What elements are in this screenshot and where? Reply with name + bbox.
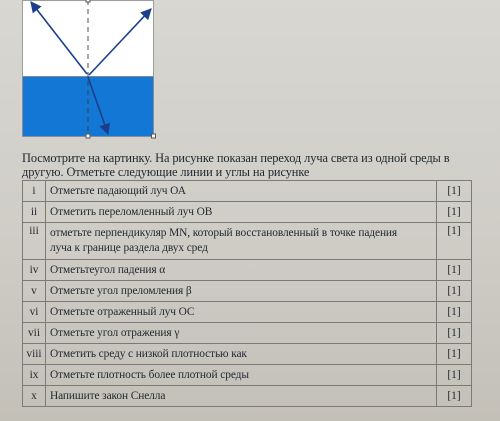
item-points: [1] (437, 281, 472, 302)
item-number: iii (23, 223, 46, 260)
table-row (23, 281, 472, 302)
table-row (23, 223, 472, 260)
item-number: i (23, 181, 46, 202)
refraction-diagram (22, 0, 160, 140)
item-number: vii (23, 323, 46, 344)
item-number: vi (23, 302, 46, 323)
item-text: Отметьтеугол падения α (46, 260, 437, 281)
item-points: [1] (437, 181, 472, 202)
intro-line: другую. Отметьте следующие линии и углы на рисунке (22, 165, 310, 179)
table-row (23, 260, 472, 281)
item-points: [1] (437, 202, 472, 223)
item-number: v (23, 281, 46, 302)
item-number: viii (23, 344, 46, 365)
item-points: [1] (437, 223, 472, 260)
task-table (22, 180, 472, 407)
item-number: iv (23, 260, 46, 281)
table-row (23, 181, 472, 202)
selection-handle (86, 134, 90, 138)
selection-handle (86, 0, 90, 2)
item-text: Отметить среду с низкой плотностью как (46, 344, 437, 365)
item-text-line: отметьте перпендикуляр MN, который восстановленный в точке падения (50, 227, 398, 239)
item-points: [1] (437, 386, 472, 407)
item-text: Отметьте падающий луч ОА (46, 181, 437, 202)
item-text-line: луча к границе раздела двух сред (50, 242, 208, 254)
item-points: [1] (437, 344, 472, 365)
item-text: Отметить переломленный луч ОВ (46, 202, 437, 223)
item-text (46, 223, 437, 260)
table-row (23, 302, 472, 323)
item-points: [1] (437, 260, 472, 281)
table-row (23, 386, 472, 407)
table-row (23, 365, 472, 386)
item-points: [1] (437, 323, 472, 344)
selection-handle (152, 134, 156, 138)
item-number: ix (23, 365, 46, 386)
table-row (23, 344, 472, 365)
task-intro (22, 151, 462, 179)
item-text: Отметьте угол преломления β (46, 281, 437, 302)
item-text: Отметьте плотность более плотной среды (46, 365, 437, 386)
item-points: [1] (437, 302, 472, 323)
intro-line: Посмотрите на картинку. На рисунке показан переход луча света из одной среды в (22, 151, 450, 165)
table-row (23, 323, 472, 344)
item-text: Отметьте отраженный луч ОС (46, 302, 437, 323)
item-text: Напишите закон Снелла (46, 386, 437, 407)
item-text: Отметьте угол отражения γ (46, 323, 437, 344)
item-number: ii (23, 202, 46, 223)
table-row (23, 202, 472, 223)
item-number: x (23, 386, 46, 407)
item-points: [1] (437, 365, 472, 386)
